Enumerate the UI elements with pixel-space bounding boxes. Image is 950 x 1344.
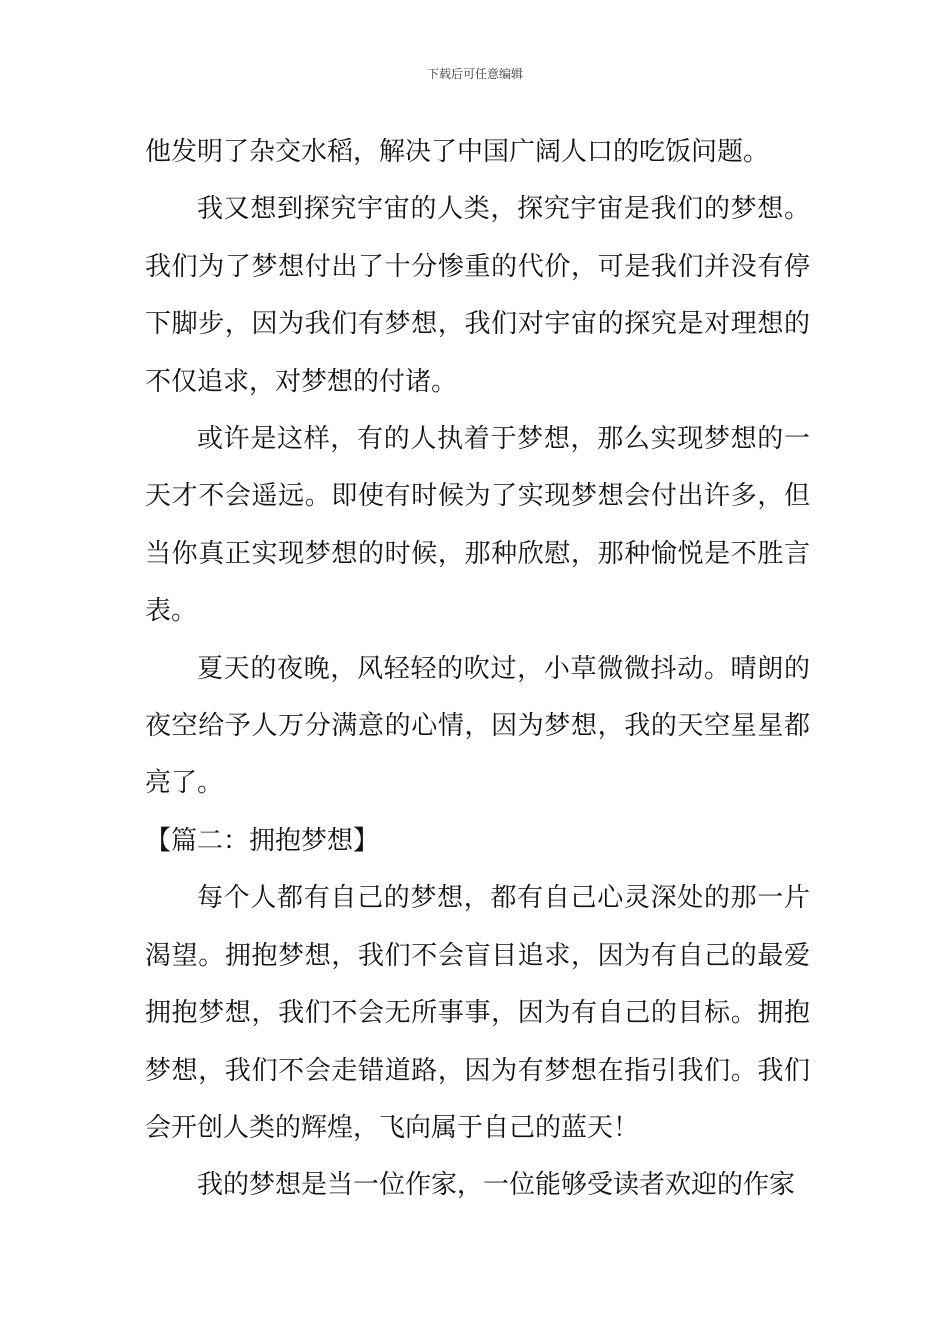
paragraph: 夏天的夜晚，风轻轻的吹过，小草微微抖动。晴朗的夜空给予人万分满意的心情，因为梦想，我的天空星星都亮了。 xyxy=(145,653,810,799)
page-header: 下载后可任意编辑 xyxy=(426,67,523,81)
document-body xyxy=(145,124,810,1215)
paragraph: 我又想到探究宇宙的人类，探究宇宙是我们的梦想。我们为了梦想付出了十分惨重的代价，可是我们并没有停下脚步，因为我们有梦想，我们对宇宙的探究是对理想的不仅追求，对梦想的付诸。 xyxy=(145,194,810,397)
paragraph: 每个人都有自己的梦想，都有自己心灵深处的那一片渴望。拥抱梦想，我们不会盲目追求，因为有自己的最爱拥抱梦想，我们不会无所事事，因为有自己的目标。拥抱梦想，我们不会走错道路，因为有梦想在指引我们。我们会开创人类的辉煌，飞向属于自己的蓝天！ xyxy=(145,883,810,1143)
paragraph: 或许是这样，有的人执着于梦想，那么实现梦想的一天才不会遥远。即使有时候为了实现梦想会付出许多，但当你真正实现梦想的时候，那种欣慰，那种愉悦是不胜言表。 xyxy=(145,424,810,627)
paragraph-continuation: 他发明了杂交水稻，解决了中国广阔人口的吃饭问题。 xyxy=(145,137,770,167)
paragraph: 我的梦想是当一位作家，一位能够受读者欢迎的作家 xyxy=(197,1170,796,1201)
section-heading: 【篇二：拥抱梦想】 xyxy=(145,825,380,856)
